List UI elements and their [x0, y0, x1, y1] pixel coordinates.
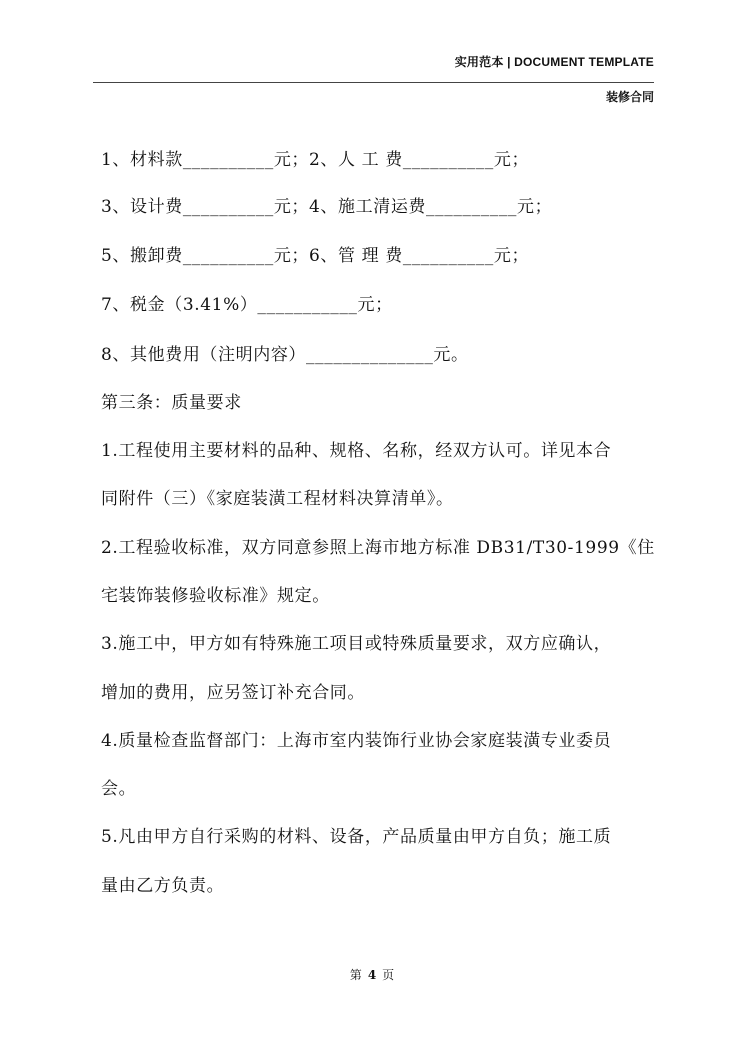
- fee-line-2: 3、设计费__________元；4、施工清运费__________元；: [101, 197, 553, 217]
- page-number: 4: [367, 968, 377, 982]
- header-subtitle: 装修合同: [605, 90, 654, 104]
- paragraph-line: 会。: [101, 779, 137, 799]
- paragraph-line: 同附件（三）《家庭装潢工程材料决算清单》。: [101, 489, 454, 509]
- fee-line-1: 1、材料款__________元；2、人 工 费__________元；: [101, 150, 530, 170]
- page-prefix: 第: [349, 968, 362, 982]
- fee-line-3: 5、搬卸费__________元；6、管 理 费__________元；: [101, 246, 530, 266]
- header-divider: [93, 82, 654, 83]
- fee-line-5: 8、其他费用（注明内容）______________元。: [101, 345, 469, 365]
- paragraph-line: 2.工程验收标准，双方同意参照上海市地方标准 DB31/T30-1999《住: [101, 538, 655, 558]
- paragraph-line: 1.工程使用主要材料的品种、规格、名称，经双方认可。详见本合: [101, 441, 612, 461]
- section-heading: 第三条：质量要求: [101, 393, 242, 413]
- paragraph-line: 增加的费用，应另签订补充合同。: [101, 683, 365, 703]
- paragraph-line: 3.施工中，甲方如有特殊施工项目或特殊质量要求，双方应确认，: [101, 634, 612, 654]
- paragraph-line: 宅装饰装修验收标准》规定。: [101, 586, 330, 606]
- paragraph-line: 4.质量检查监督部门：上海市室内装饰行业协会家庭装潢专业委员: [101, 731, 612, 751]
- page-suffix: 页: [382, 968, 395, 982]
- paragraph-line: 量由乙方负责。: [101, 876, 225, 896]
- page-footer: [0, 966, 744, 983]
- fee-line-4: 7、税金（3.41%）___________元；: [101, 295, 393, 315]
- header-title: 实用范本 | DOCUMENT TEMPLATE: [454, 55, 654, 69]
- paragraph-line: 5.凡由甲方自行采购的材料、设备，产品质量由甲方自负；施工质: [101, 827, 612, 847]
